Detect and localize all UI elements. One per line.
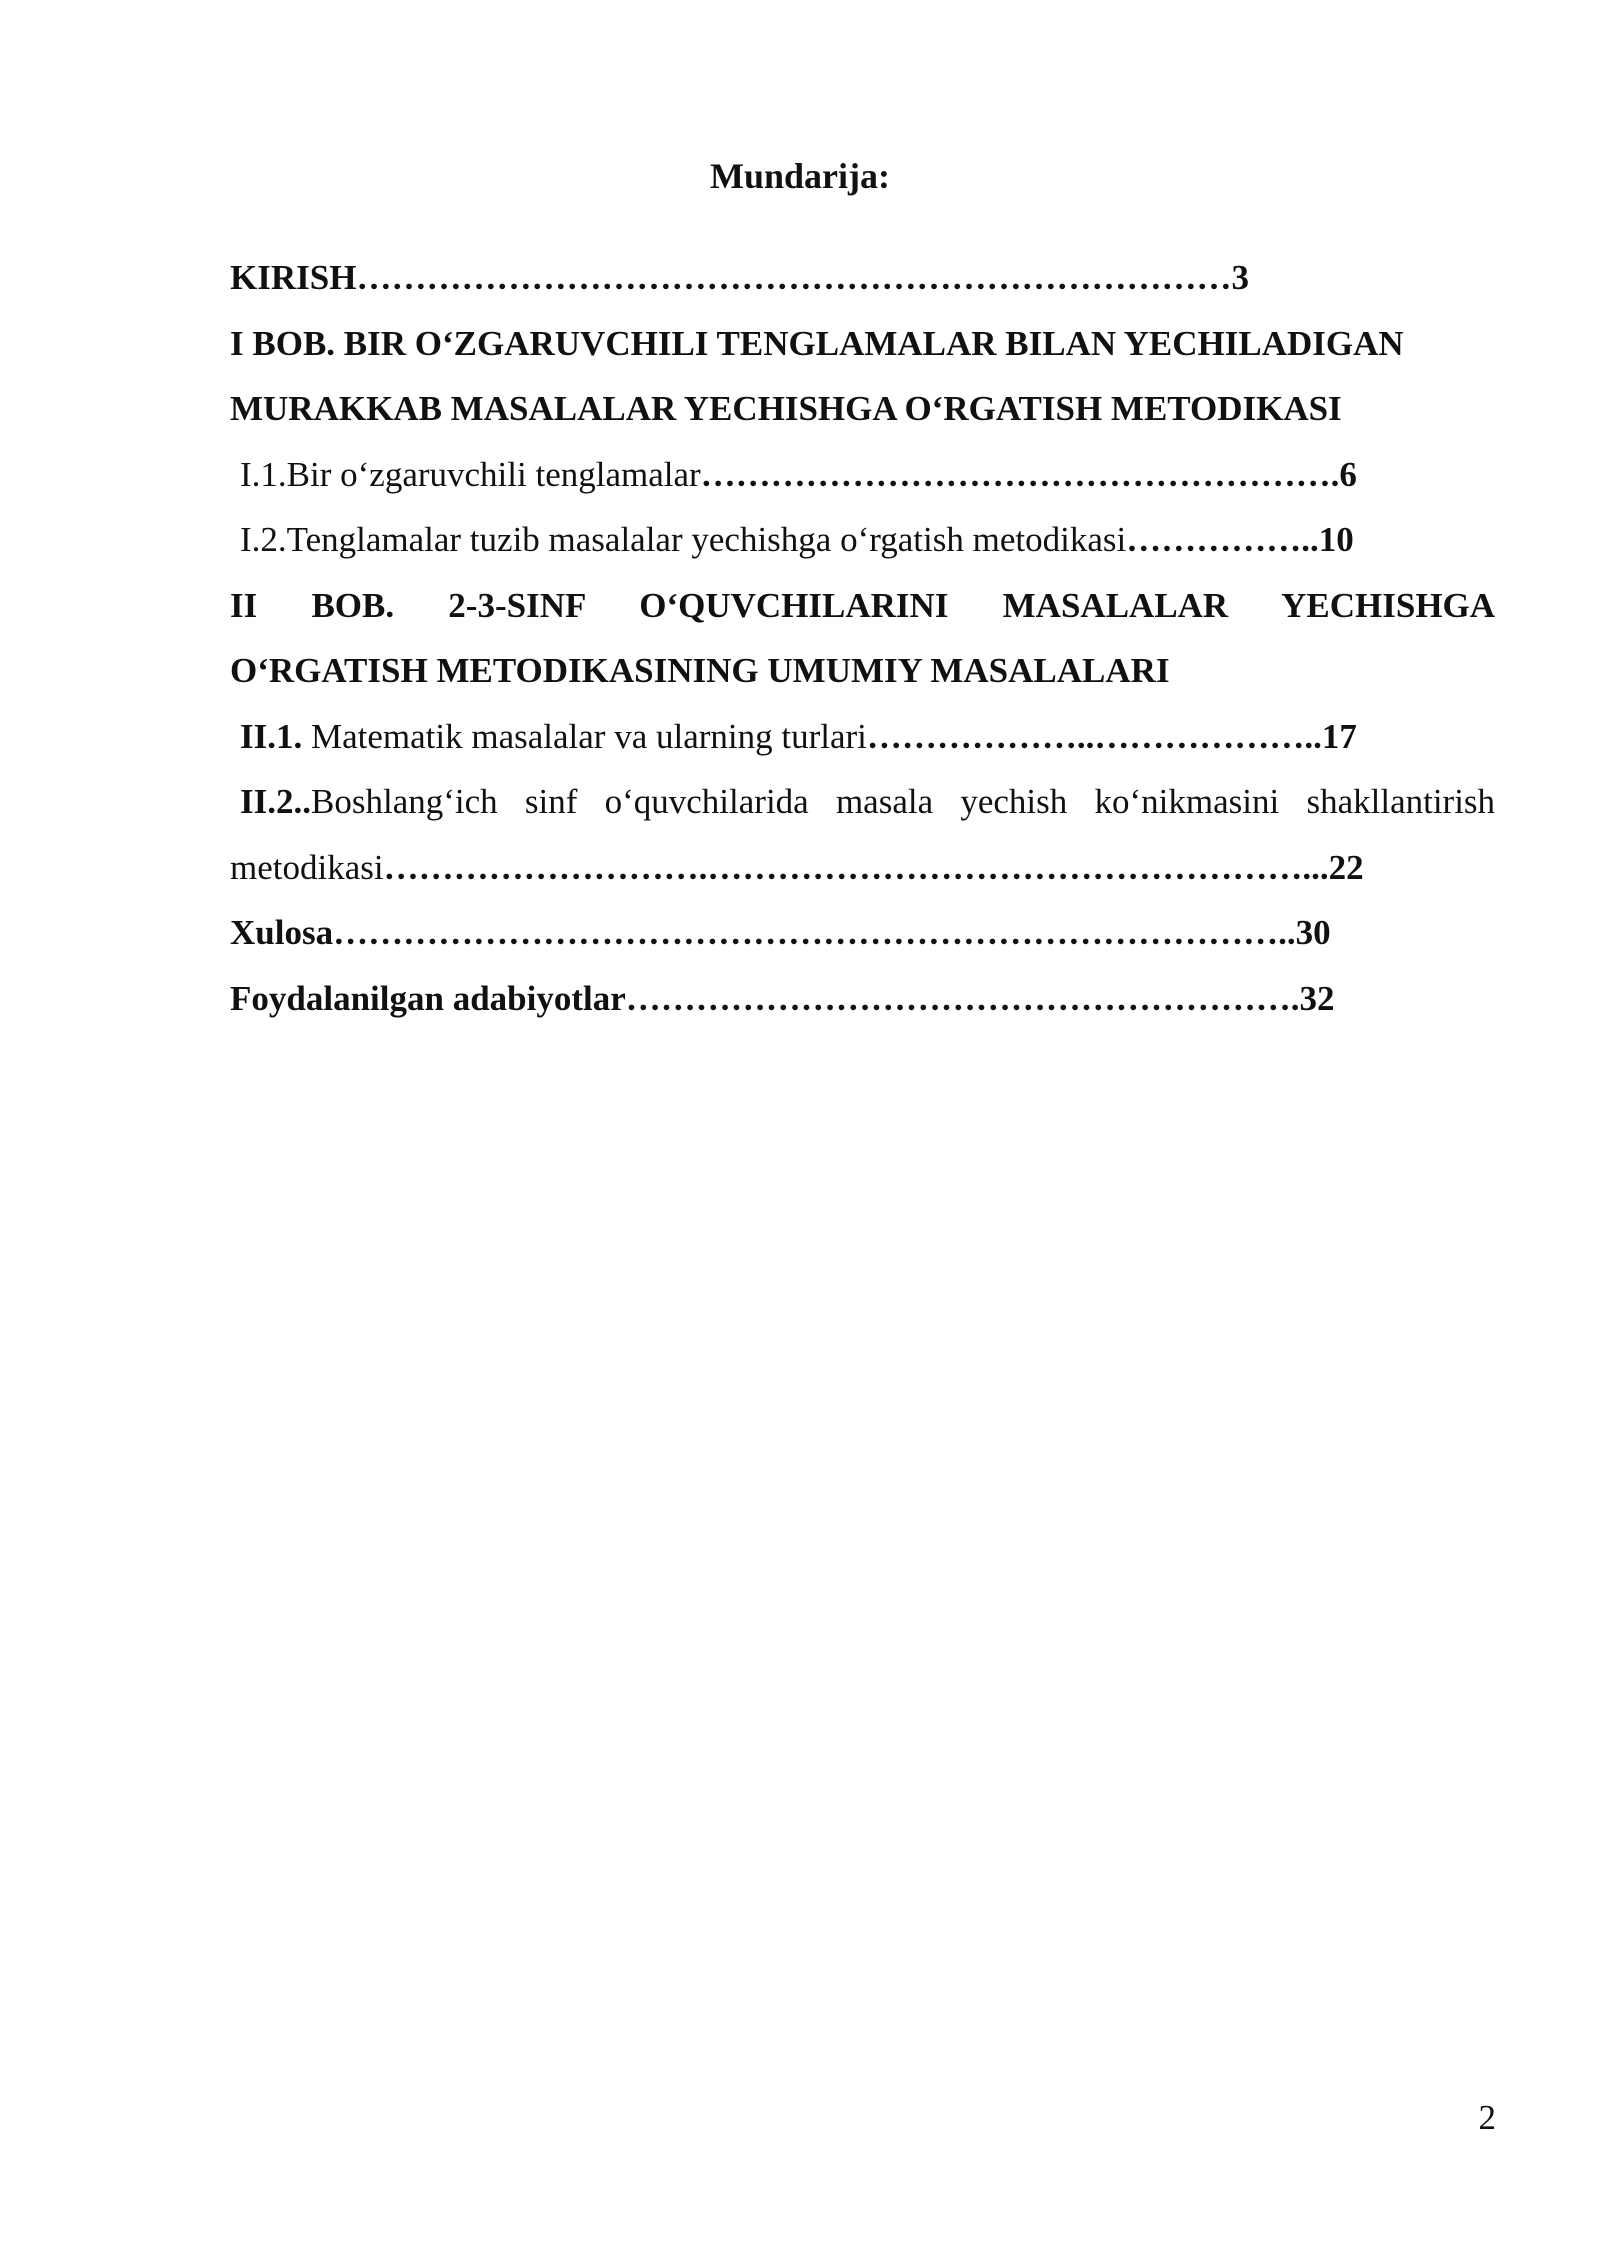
toc-page-number: 10: [1318, 520, 1354, 559]
toc-entry-xulosa: [230, 900, 1495, 966]
toc-chapter1-line1: I BOB. BIR O‘ZGARUVCHILI TENGLAMALAR BILAN YECHILADIGAN: [230, 323, 1404, 363]
toc-entry-label: I.1.Bir o‘zgaruvchili tenglamalar: [240, 454, 701, 494]
toc-chapter1-line2: MURAKKAB MASALALAR YECHISHGA O‘RGATISH METODIKASI: [230, 389, 1342, 428]
toc-word: masala: [835, 782, 934, 821]
toc-leader: ……………………………………………….: [700, 454, 1340, 494]
toc-entry-section-1-1: [230, 442, 1495, 508]
toc-entry-section-2-2-line2: [230, 835, 1495, 901]
toc-word: O‘QUVCHILARINI: [639, 585, 949, 625]
toc-entry-section-2-2-line1: [230, 769, 1495, 835]
toc-leader: …………………………………………………………………: [356, 258, 1232, 297]
toc-page-number: 30: [1295, 913, 1331, 952]
toc-leader: ……………………….……………………………………………...: [383, 847, 1329, 887]
toc-entry-label: Xulosa: [230, 913, 334, 952]
toc-chapter2-line1: [230, 573, 1495, 639]
toc-page-number: 32: [1299, 978, 1335, 1018]
toc-entry-section-2-1: [230, 704, 1495, 770]
toc-leader: ………………………………………………….: [625, 978, 1300, 1018]
toc-word: YECHISHGA: [1281, 585, 1496, 625]
toc-word: MASALALAR: [1002, 585, 1229, 625]
toc-word: BOB.: [311, 585, 395, 625]
toc-entry-label: I.2.Tenglamalar tuzib masalalar yechishga o‘rgatish metodikasi: [240, 520, 1127, 559]
toc-entry-kirish: [230, 245, 1495, 311]
toc-entry-label: Foydalanilgan adabiyotlar: [230, 978, 626, 1018]
toc-leader: ……………..: [1126, 520, 1319, 559]
page-number: 2: [1478, 2098, 1496, 2137]
toc-leader: ………………..………………..: [866, 716, 1322, 756]
toc-chapter2-line2: O‘RGATISH METODIKASINING UMUMIY MASALALARI: [230, 651, 1170, 690]
toc-entry-label: metodikasi: [230, 847, 384, 887]
toc-entry-label: Matematik masalalar va ularning turlari: [302, 716, 867, 756]
toc-page-number: 17: [1321, 716, 1357, 756]
toc-word: sinf: [524, 782, 578, 821]
toc-entry-section-1-2: [230, 507, 1495, 573]
page-title: Mundarija:: [710, 156, 890, 196]
toc-page-number: 6: [1339, 454, 1357, 494]
toc-page-number: 3: [1231, 258, 1249, 297]
toc-word: o‘quvchilarida: [604, 782, 809, 821]
toc-word: shakllantirish: [1306, 782, 1496, 821]
toc-word: II: [230, 585, 258, 625]
toc-entry-label: KIRISH: [230, 258, 357, 297]
toc-page-number: 22: [1328, 847, 1364, 887]
toc-entry-number: II.2..: [240, 782, 311, 821]
toc-word: ko‘nikmasini: [1094, 782, 1280, 821]
toc-leader: ………………………………………………………………………..: [333, 913, 1296, 952]
toc-entry-number: II.1.: [240, 716, 303, 756]
toc-word: yechish: [960, 782, 1068, 821]
table-of-contents: [230, 245, 1495, 1031]
toc-entry-adabiyotlar: [230, 966, 1495, 1032]
toc-word: 2-3-SINF: [448, 585, 586, 625]
toc-word: Boshlang‘ich: [311, 782, 498, 821]
